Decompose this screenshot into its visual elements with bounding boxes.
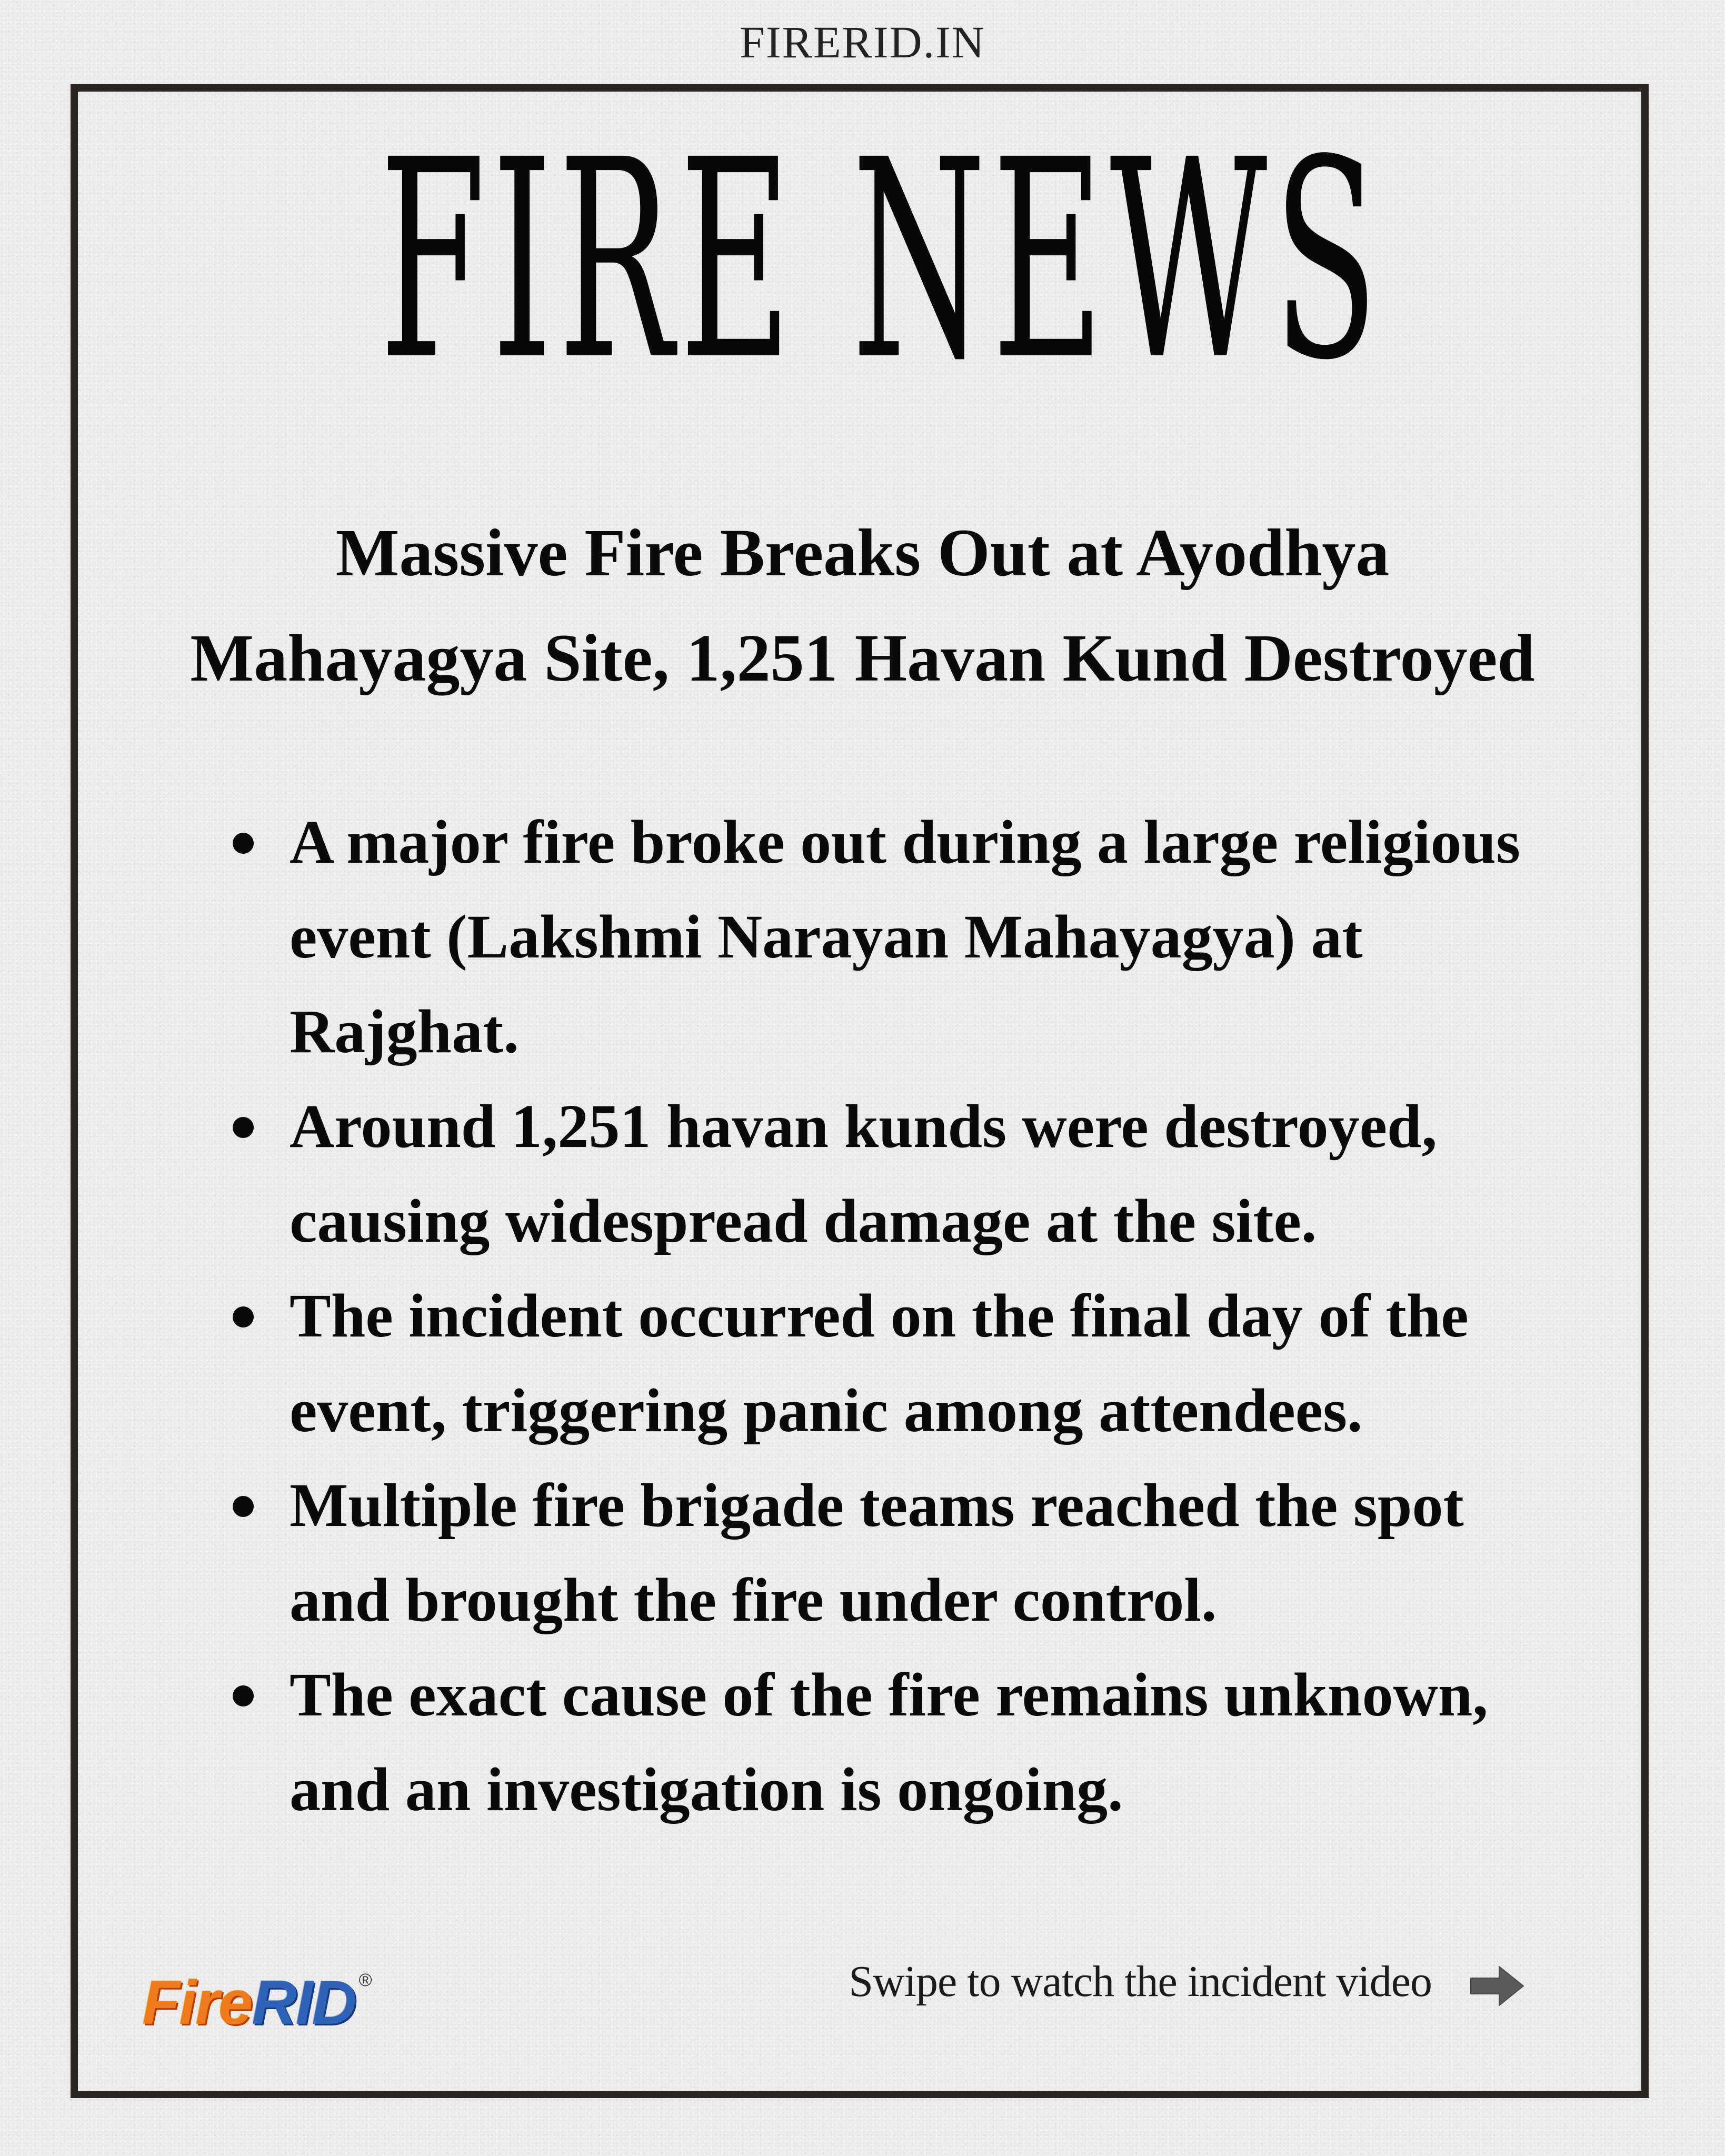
bullet-dot-icon <box>233 833 254 854</box>
bullet-text: The incident occurred on the final day of the event, triggering panic among attendees. <box>290 1281 1469 1445</box>
site-url: FIRERID.IN <box>740 17 985 67</box>
bullet-item <box>221 1648 1569 1837</box>
registered-mark: ® <box>358 1970 372 1990</box>
bullet-dot-icon <box>233 1496 254 1517</box>
logo-rid-text: RID <box>252 1968 356 2038</box>
bullet-dot-icon <box>233 1685 254 1706</box>
bullet-dot-icon <box>233 1117 254 1138</box>
article-headline <box>158 500 1567 711</box>
bullet-text: The exact cause of the fire remains unknown, and an investigation is ongoing. <box>290 1660 1488 1824</box>
logo-fire-text: Fire <box>142 1968 252 2038</box>
bullet-list <box>221 795 1569 1837</box>
swipe-prompt: Swipe to watch the incident video <box>849 1957 1432 2006</box>
bullet-text: Multiple fire brigade teams reached the spot and brought the fire under control. <box>290 1471 1464 1634</box>
firerid-logo <box>142 1969 372 2037</box>
bullet-item <box>221 795 1569 1079</box>
bullet-text: A major fire broke out during a large religious event (Lakshmi Narayan Mahayagya) at Rajghat. <box>290 807 1521 1066</box>
bullet-dot-icon <box>233 1306 254 1327</box>
bullet-item <box>221 1269 1569 1458</box>
arrow-right-icon[interactable] <box>1469 1962 1527 2010</box>
headline-line-1: Massive Fire Breaks Out at Ayodhya <box>335 515 1390 590</box>
bullet-text: Around 1,251 havan kunds were destroyed, causing widespread damage at the site. <box>290 1092 1438 1255</box>
bullet-item <box>221 1458 1569 1648</box>
bullet-item <box>221 1079 1569 1269</box>
masthead-title: FIRE NEWS <box>379 101 1384 420</box>
headline-line-2: Mahayagya Site, 1,251 Havan Kund Destroyed <box>190 621 1535 695</box>
